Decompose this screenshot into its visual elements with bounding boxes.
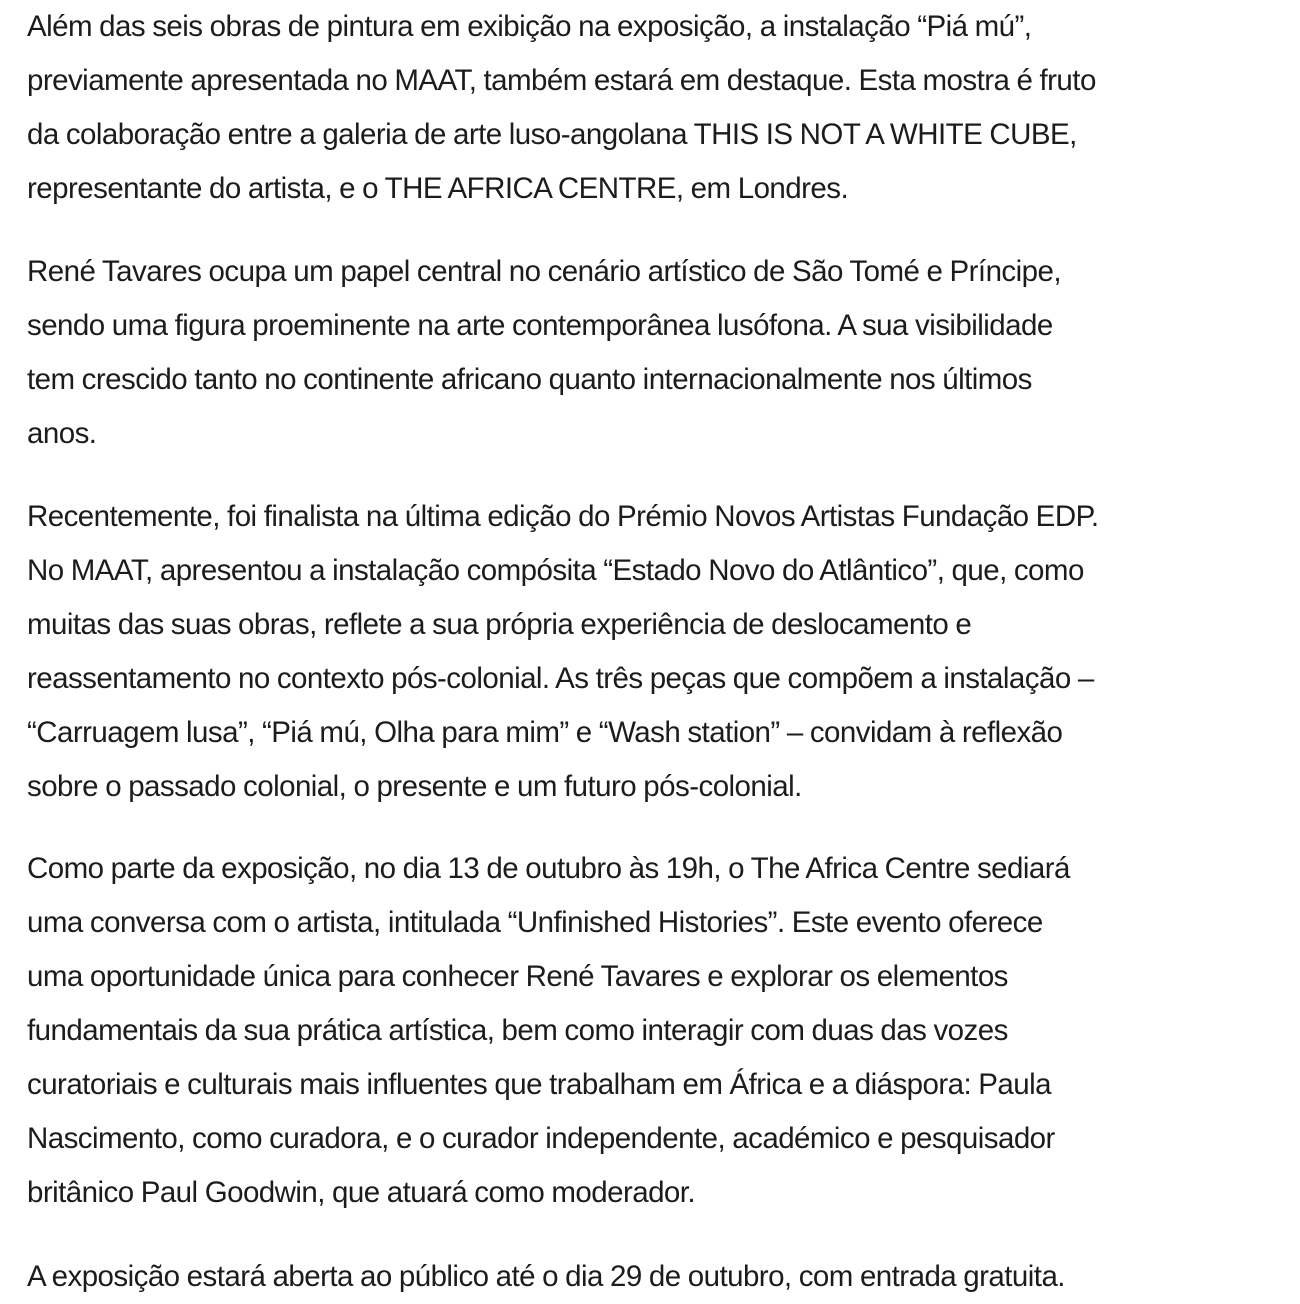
text-line: René Tavares ocupa um papel central no cenário artístico de São Tomé e Príncipe,	[27, 255, 1061, 288]
text-line: uma oportunidade única para conhecer René Tavares e explorar os elementos	[27, 960, 1008, 993]
paragraph-2	[27, 245, 1061, 461]
text-line: representante do artista, e o THE AFRICA CENTRE, em Londres.	[27, 172, 849, 205]
text-line: uma conversa com o artista, intitulada “Unfinished Histories”. Este evento oferece	[27, 906, 1043, 939]
text-line: previamente apresentada no MAAT, também estará em destaque. Esta mostra é fruto	[27, 64, 1096, 97]
text-line: anos.	[27, 417, 97, 450]
text-line: Recentemente, foi finalista na última edição do Prémio Novos Artistas Fundação EDP.	[27, 500, 1099, 533]
text-line: fundamentais da sua prática artística, bem como interagir com duas das vozes	[27, 1014, 1008, 1047]
paragraph-3	[27, 490, 1099, 814]
text-line: sobre o passado colonial, o presente e um futuro pós-colonial.	[27, 770, 802, 803]
text-line: muitas das suas obras, reflete a sua própria experiência de deslocamento e	[27, 608, 972, 641]
text-line: Como parte da exposição, no dia 13 de outubro às 19h, o The Africa Centre sediará	[27, 852, 1070, 885]
text-line: No MAAT, apresentou a instalação compósita “Estado Novo do Atlântico”, que, como	[27, 554, 1084, 587]
text-line: curatoriais e culturais mais influentes que trabalham em África e a diáspora: Paula	[27, 1068, 1052, 1101]
text-line: britânico Paul Goodwin, que atuará como moderador.	[27, 1176, 696, 1209]
text-line: Nascimento, como curadora, e o curador independente, académico e pesquisador	[27, 1122, 1055, 1155]
text-line: sendo uma figura proeminente na arte contemporânea lusófona. A sua visibilidade	[27, 309, 1053, 342]
text-line: tem crescido tanto no continente africano quanto internacionalmente nos últimos	[27, 363, 1032, 396]
text-line: Além das seis obras de pintura em exibição na exposição, a instalação “Piá mú”,	[27, 10, 1032, 43]
paragraph-1	[27, 0, 1096, 216]
paragraph-4	[27, 842, 1070, 1220]
text-line: A exposição estará aberta ao público até o dia 29 de outubro, com entrada gratuita.	[27, 1260, 1065, 1293]
paragraph-5	[27, 1250, 1065, 1304]
text-line: “Carruagem lusa”, “Piá mú, Olha para mim” e “Wash station” – convidam à reflexão	[27, 716, 1063, 749]
text-line: reassentamento no contexto pós-colonial. As três peças que compõem a instalação –	[27, 662, 1094, 695]
text-line: da colaboração entre a galeria de arte luso-angolana THIS IS NOT A WHITE CUBE,	[27, 118, 1077, 151]
